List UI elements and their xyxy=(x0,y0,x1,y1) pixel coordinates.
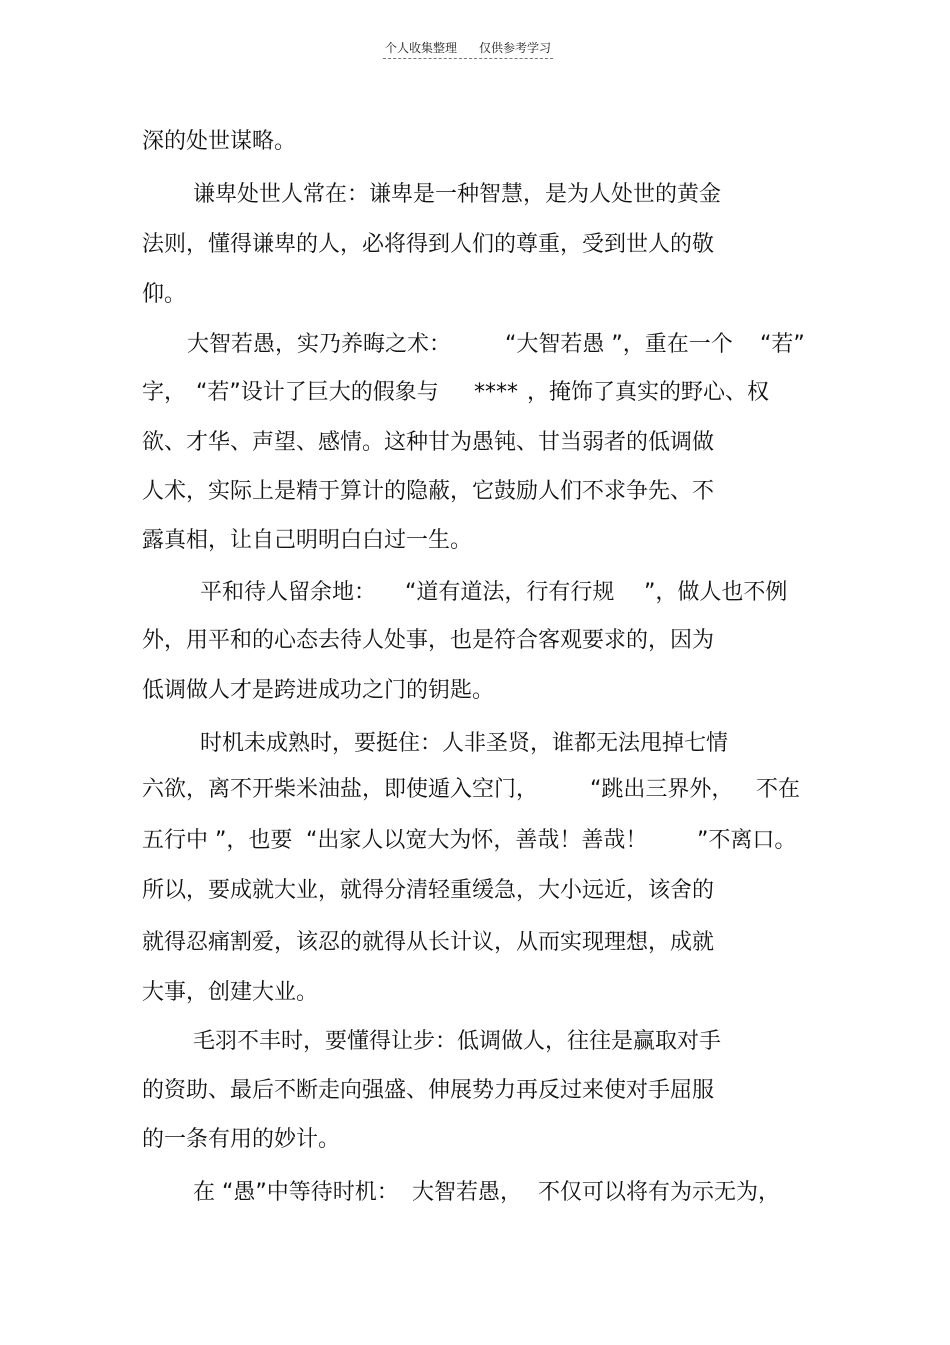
line-segment: “道有道法，行有行规 xyxy=(405,580,615,605)
paragraph-line: 低调做人才是跨进成功之门的钥匙。 xyxy=(142,678,495,703)
line-segment: 在 xyxy=(193,1180,216,1205)
line-segment: 字， xyxy=(142,380,187,405)
line-segment: ，掩饰了真实的野心、权 xyxy=(527,380,770,405)
paragraph-line: 的一条有用的妙计。 xyxy=(142,1127,341,1152)
paragraph-line: 所以，要成就大业，就得分清轻重缓急，大小远近，该舍的 xyxy=(142,878,715,903)
line-segment: “跳出三界外， xyxy=(590,777,734,802)
line-segment: 不在 xyxy=(756,777,801,802)
line-segment: 大智若愚， xyxy=(412,1180,523,1205)
line-segment: **** xyxy=(474,380,518,405)
paragraph-line: 外，用平和的心态去待人处事，也是符合客观要求的，因为 xyxy=(142,628,715,653)
paragraph-line: 大事，创建大业。 xyxy=(142,980,319,1005)
line-segment: 平和待人留余地： xyxy=(200,580,377,605)
paragraph-line: 人术，实际上是精于算计的隐蔽，它鼓励人们不求争先、不 xyxy=(142,479,715,504)
line-segment: ”不离口。 xyxy=(697,828,797,853)
line-segment: 不仅可以将有为示无为， xyxy=(538,1180,781,1205)
line-segment: 大智若愚，实乃养晦之术： xyxy=(187,332,452,357)
paragraph-line: 深的处世谋略。 xyxy=(142,129,297,154)
header-left-text: 个人收集整理 xyxy=(385,41,458,55)
line-segment: 五行中 ”，也要 xyxy=(142,828,293,853)
paragraph-line: 毛羽不丰时，要懂得让步：低调做人，往往是赢取对手 xyxy=(193,1029,722,1054)
paragraph-line: 就得忍痛割爱，该忍的就得从长计议，从而实现理想，成就 xyxy=(142,930,715,955)
paragraph-line: 法则，懂得谦卑的人，必将得到人们的尊重，受到世人的敬 xyxy=(142,232,715,257)
line-segment: ”，做人也不例 xyxy=(644,580,788,605)
page-header xyxy=(383,40,553,59)
header-right-text: 仅供参考学习 xyxy=(479,41,552,55)
paragraph-line: 欲、才华、声望、感情。这种甘为愚钝、甘当弱者的低调做 xyxy=(142,430,715,455)
paragraph-line: 露真相，让自己明明白白过一生。 xyxy=(142,528,473,553)
paragraph-line: 仰。 xyxy=(142,282,187,307)
line-segment: “愚”中等待时机： xyxy=(222,1180,399,1205)
line-segment: “大智若愚 ”，重在一个 xyxy=(505,332,733,357)
paragraph-line: 谦卑处世人常在：谦卑是一种智慧，是为人处世的黄金 xyxy=(193,182,722,207)
line-segment: “若” xyxy=(760,332,805,357)
line-segment: “出家人以宽大为怀，善哉！善哉！ xyxy=(306,828,648,853)
line-segment: “若”设计了巨大的假象与 xyxy=(196,380,439,405)
paragraph-line: 的资助、最后不断走向强盛、伸展势力再反过来使对手屈服 xyxy=(142,1078,715,1103)
line-segment: 六欲，离不开柴米油盐，即使遁入空门， xyxy=(142,777,539,802)
paragraph-line: 时机未成熟时，要挺住：人非圣贤，谁都无法甩掉七情 xyxy=(200,731,729,756)
